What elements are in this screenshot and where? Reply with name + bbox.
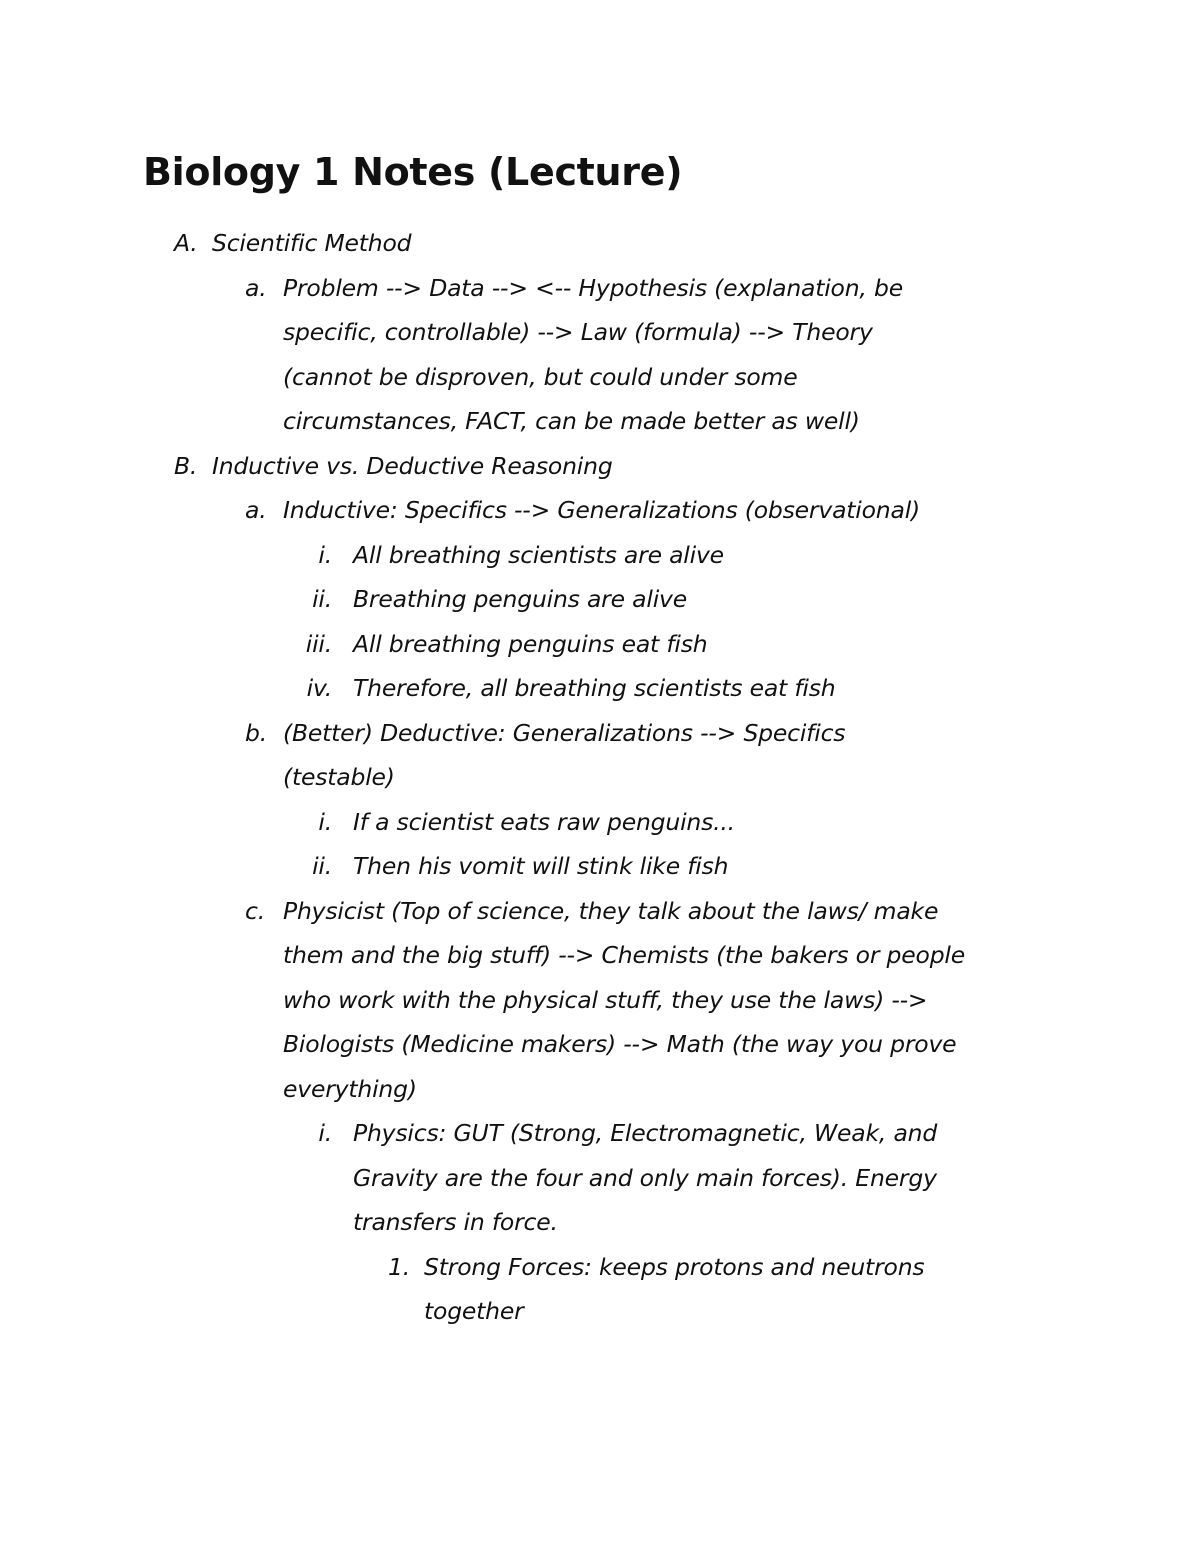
list-subitem (0, 666, 1200, 711)
item-text-line: them and the big stuff) --> Chemists (the bakers or people (283, 941, 966, 969)
item-text-line: everything) (283, 1074, 417, 1103)
item-text-line: Biologists (Medicine makers) --> Math (the way you prove (283, 1030, 957, 1058)
section-heading: Inductive vs. Deductive Reasoning (212, 451, 613, 480)
item-text-line: circumstances, FACT, can be made better as well) (283, 407, 860, 435)
page-title: Biology 1 Notes (Lecture) (143, 150, 683, 194)
subitem-text: Therefore, all breathing scientists eat fish (353, 674, 836, 702)
item-text-line: Physicist (Top of science, they talk about the laws/ make (283, 896, 939, 925)
item-text-line: specific, controllable) --> Law (formula) --> Theory (283, 318, 873, 346)
list-subitem (0, 800, 1200, 845)
notes-outline (0, 221, 1200, 1334)
section-reasoning (0, 444, 1200, 489)
list-item-science-hierarchy (0, 889, 1200, 1112)
item-marker: c. (245, 896, 265, 925)
section-heading: Scientific Method (212, 229, 412, 257)
subsubitem-text-line: Strong Forces: keeps protons and neutrons (424, 1252, 925, 1281)
item-text-line: Problem --> Data --> <-- Hypothesis (explanation, be (283, 273, 903, 302)
item-text-line: Inductive: Specifics --> Generalizations (observational) (283, 496, 921, 524)
subitem-marker: ii. (312, 852, 332, 880)
subitem-marker: ii. (312, 585, 332, 613)
section-marker: A. (174, 229, 198, 257)
subitem-text-line: transfers in force. (353, 1208, 558, 1236)
subitem-marker: i. (318, 807, 332, 836)
list-subitem-physics (0, 1111, 1200, 1245)
list-item-deductive (0, 711, 1200, 800)
subitem-marker: iv. (306, 674, 332, 702)
list-subitem (0, 577, 1200, 622)
subsubitem-marker: 1. (388, 1252, 411, 1281)
subitem-text: If a scientist eats raw penguins... (353, 807, 735, 836)
subsubitem-text-line: together (424, 1297, 524, 1325)
item-text-line: (cannot be disproven, but could under some (283, 362, 798, 391)
list-subitem (0, 622, 1200, 667)
section-marker: B. (174, 451, 198, 480)
subitem-marker: i. (318, 540, 332, 569)
item-marker: b. (245, 718, 267, 747)
item-text-line: (testable) (283, 763, 395, 791)
list-subitem (0, 844, 1200, 889)
subitem-text: Breathing penguins are alive (353, 585, 687, 613)
list-item-method-steps (0, 266, 1200, 444)
subitem-text-line: Gravity are the four and only main forces). Energy (353, 1163, 937, 1192)
subitem-text-line: Physics: GUT (Strong, Electromagnetic, Weak, and (353, 1119, 938, 1147)
subitem-marker: i. (318, 1119, 332, 1147)
section-scientific-method (0, 221, 1200, 266)
item-text-line: who work with the physical stuff, they use the laws) --> (283, 985, 928, 1014)
subitem-text: All breathing scientists are alive (353, 540, 724, 569)
list-item-inductive (0, 488, 1200, 533)
item-marker: a. (245, 496, 267, 524)
list-subsubitem-strong-forces (0, 1245, 1200, 1334)
item-text-line: (Better) Deductive: Generalizations --> Specifics (283, 718, 846, 747)
subitem-marker: iii. (305, 629, 332, 658)
subitem-text: All breathing penguins eat fish (353, 629, 708, 658)
subitem-text: Then his vomit will stink like fish (353, 852, 729, 880)
item-marker: a. (245, 273, 267, 302)
list-subitem (0, 533, 1200, 578)
